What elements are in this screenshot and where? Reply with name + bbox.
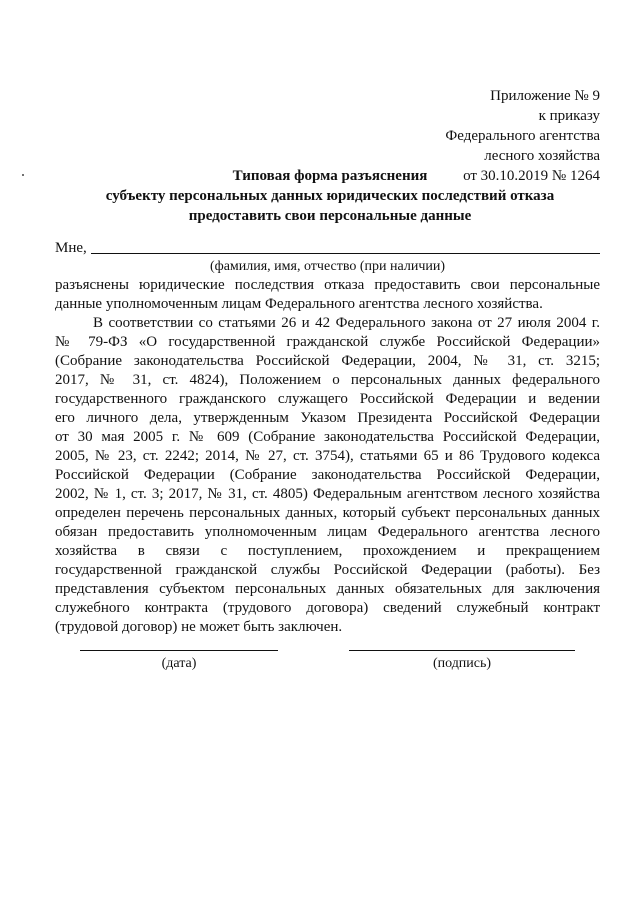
- recipient-caption: (фамилия, имя, отчество (при наличии): [209, 259, 446, 274]
- date-line[interactable]: [80, 650, 278, 651]
- text-line: служебного контракта (трудового договора) сведений служебный контракт: [55, 600, 600, 616]
- text-line: государственного гражданского служащего Российской Федерации и ведении: [55, 391, 600, 407]
- text-line: (трудовой договор) не может быть заключен.: [55, 619, 343, 635]
- text-line: определен перечень персональных данных, который субъект персональных данных: [55, 505, 600, 521]
- body-text: [55, 276, 600, 637]
- text-line: обязан предоставить уполномоченным лицам Федерального агентства лесного: [55, 524, 600, 540]
- text-line: данные уполномоченным лицам Федерального агентства лесного хозяйства.: [55, 296, 543, 312]
- text-line: 2005, № 23, ст. 2242; 2014, № 27, ст. 3754), статьями 65 и 86 Трудового кодекса: [55, 448, 600, 464]
- text-line: от 30 мая 2005 г. № 609 (Собрание законодательства Российской Федерации,: [55, 429, 600, 445]
- text-line: его личного дела, утвержденным Указом Президента Российской Федерации: [55, 410, 600, 426]
- text-line: 2002, № 1, ст. 3; 2017, № 31, ст. 4805) Федеральным агентством лесного хозяйства: [55, 486, 600, 502]
- text-line: (Собрание законодательства Российской Федерации, 2004, № 31, ст. 3215;: [55, 353, 600, 369]
- text-line: В соответствии со статьями 26 и 42 Федерального закона от 27 июля 2004 г.: [93, 315, 600, 331]
- recipient-label: Мне,: [55, 240, 87, 256]
- scan-speck: [22, 174, 24, 176]
- date-label: (дата): [161, 656, 197, 671]
- title-line: Типовая форма разъяснения: [232, 168, 428, 184]
- text-line: государственной гражданской службы Российской Федерации (работы). Без: [55, 562, 600, 578]
- title-line: предоставить свои персональные данные: [188, 208, 472, 224]
- annex-line: лесного хозяйства: [484, 148, 600, 164]
- document-title: [60, 166, 600, 226]
- recipient-name-line[interactable]: [91, 253, 600, 254]
- signature-line[interactable]: [349, 650, 575, 651]
- date-signature-block: [80, 650, 278, 673]
- text-line: Российской Федерации (Собрание законодательства Российской Федерации,: [55, 467, 600, 483]
- text-line: разъяснены юридические последствия отказа предоставить свои персональные: [55, 277, 600, 293]
- text-line: № 79-ФЗ «О государственной гражданской службе Российской Федерации»: [55, 334, 600, 350]
- annex-line: Федерального агентства: [445, 128, 600, 144]
- title-line: субъекту персональных данных юридических последствий отказа: [105, 188, 555, 204]
- annex-line: к приказу: [538, 108, 600, 124]
- annex-line: от 30.10.2019 № 1264: [463, 168, 600, 184]
- recipient-field: [55, 238, 600, 258]
- text-line: представления субъектом персональных данных обязательных для заключения: [55, 581, 600, 597]
- text-line: хозяйства в связи с поступлением, прохождением и прекращением: [55, 543, 600, 559]
- annex-line: Приложение № 9: [490, 88, 600, 104]
- signature-block: [349, 650, 575, 673]
- signature-label: (подпись): [432, 656, 492, 671]
- text-line: 2017, № 31, ст. 4824), Положением о персональных данных федерального: [55, 372, 600, 388]
